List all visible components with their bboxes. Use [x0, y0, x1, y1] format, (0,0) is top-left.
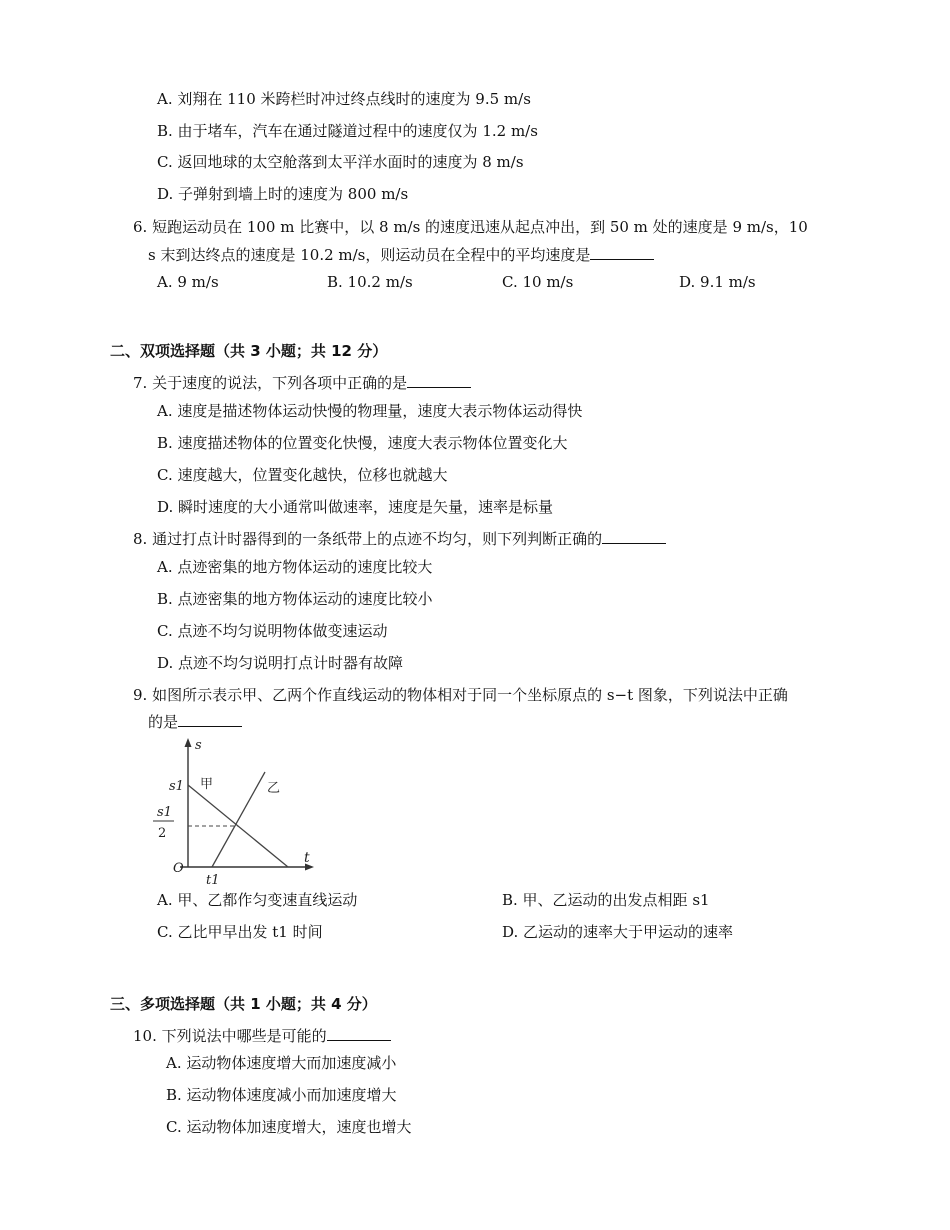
q10-stem-text: 10. 下列说法中哪些是可能的 [133, 1027, 327, 1045]
q8-option-d: D. 点迹不均匀说明打点计时器有故障 [157, 654, 404, 672]
section-2-heading: 二、双项选择题（共 3 小题；共 12 分） [110, 342, 388, 360]
q9-stem-line1: 9. 如图所示表示甲、乙两个作直线运动的物体相对于同一个坐标原点的 s−t 图象，下列说法中正确 [133, 686, 788, 704]
q8-option-c: C. 点迹不均匀说明物体做变速运动 [157, 622, 388, 640]
label-origin: O [173, 861, 184, 876]
q8-option-a: A. 点迹密集的地方物体运动的速度比较大 [157, 558, 433, 576]
q5-option-a: A. 刘翔在 110 米跨栏时冲过终点线时的速度为 9.5 m/s [157, 90, 531, 108]
q10-stem [133, 1026, 391, 1046]
q6-stem-line2 [148, 245, 654, 265]
s-t-graph [140, 730, 330, 890]
y-axis-arrow [185, 738, 192, 747]
q9-stem-line2 [148, 712, 242, 732]
q9-stem-line2-text: 的是 [148, 713, 179, 731]
q5-option-d: D. 子弹射到墙上时的速度为 800 m/s [157, 185, 409, 203]
answer-blank [602, 529, 666, 544]
label-half-num: s1 [157, 805, 172, 820]
q8-stem-text: 8. 通过打点计时器得到的一条纸带上的点迹不均匀，则下列判断正确的 [133, 530, 603, 548]
q7-option-a: A. 速度是描述物体运动快慢的物理量，速度大表示物体运动得快 [157, 402, 583, 420]
answer-blank [407, 373, 471, 388]
answer-blank [327, 1026, 391, 1041]
label-s-axis: s [195, 738, 202, 753]
q7-option-d: D. 瞬时速度的大小通常叫做速率，速度是矢量，速率是标量 [157, 498, 554, 516]
answer-blank [178, 712, 242, 727]
q5-option-c: C. 返回地球的太空舱落到太平洋水面时的速度为 8 m/s [157, 153, 524, 171]
q9-option-b: B. 甲、乙运动的出发点相距 s1 [502, 891, 710, 909]
q9-option-d: D. 乙运动的速率大于甲运动的速率 [502, 923, 734, 941]
q6-option-a: A. 9 m/s [157, 273, 219, 291]
label-yi: 乙 [267, 781, 281, 796]
line-yi [212, 772, 265, 867]
section-3-heading: 三、多项选择题（共 1 小题；共 4 分） [110, 995, 377, 1013]
q10-option-b: B. 运动物体速度减小而加速度增大 [166, 1086, 397, 1104]
label-jia: 甲 [200, 777, 214, 792]
q6-option-d: D. 9.1 m/s [679, 273, 756, 291]
q5-option-b: B. 由于堵车，汽车在通过隧道过程中的速度仅为 1.2 m/s [157, 122, 538, 140]
q8-stem [133, 529, 666, 549]
label-t: t [304, 850, 310, 866]
q9-option-c: C. 乙比甲早出发 t1 时间 [157, 923, 323, 941]
label-t1: t1 [206, 873, 220, 888]
q7-option-b: B. 速度描述物体的位置变化快慢，速度大表示物体位置变化大 [157, 434, 568, 452]
q6-option-b: B. 10.2 m/s [327, 273, 413, 291]
q6-stem-line2-text: s 末到达终点的速度是 10.2 m/s，则运动员在全程中的平均速度是 [148, 246, 591, 264]
answer-blank [590, 245, 654, 260]
label-s1: s1 [169, 779, 184, 794]
q7-option-c: C. 速度越大，位置变化越快，位移也就越大 [157, 466, 448, 484]
q9-option-a: A. 甲、乙都作匀变速直线运动 [157, 891, 358, 909]
label-half-den: 2 [158, 826, 167, 841]
q10-option-c: C. 运动物体加速度增大，速度也增大 [166, 1118, 412, 1136]
q6-stem-line1: 6. 短跑运动员在 100 m 比赛中，以 8 m/s 的速度迅速从起点冲出，到 50 m 处的速度是 9 m/s，10 [133, 218, 808, 236]
q7-stem [133, 373, 471, 393]
q8-option-b: B. 点迹密集的地方物体运动的速度比较小 [157, 590, 433, 608]
q6-option-c: C. 10 m/s [502, 273, 574, 291]
q7-stem-text: 7. 关于速度的说法，下列各项中正确的是 [133, 374, 408, 392]
q10-option-a: A. 运动物体速度增大而加速度减小 [166, 1054, 397, 1072]
